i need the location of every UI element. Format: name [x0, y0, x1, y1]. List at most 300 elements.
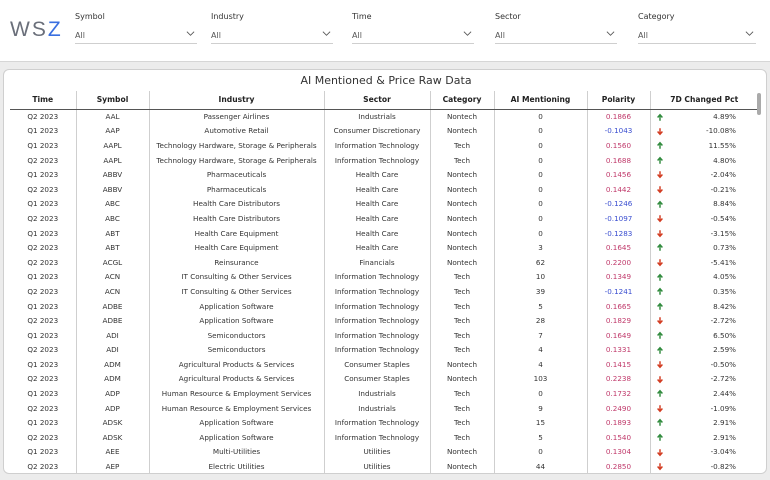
time-cell: Q1 2023 [27, 418, 59, 428]
ai-mentioning-cell: 0 [494, 153, 587, 168]
industry-cell: Electric Utilities [149, 459, 324, 474]
symbol-cell: AAL [76, 109, 149, 124]
table-header-row [10, 91, 758, 109]
symbol-dropdown-value: All [75, 31, 85, 40]
time-cell: Q1 2023 [27, 140, 59, 150]
pct-change-value: -0.21% [710, 184, 736, 194]
ai-mentioning-cell: 0 [494, 124, 587, 139]
pct-change-cell [650, 138, 758, 153]
ai-mentioning-cell: 7 [494, 328, 587, 343]
symbol-cell: ABBV [76, 167, 149, 182]
time-cell: Q2 2023 [27, 374, 59, 384]
arrow-up-icon [656, 243, 664, 252]
symbol-cell: ADI [76, 328, 149, 343]
table-row[interactable] [10, 459, 758, 474]
ai-mentioning-cell: 15 [494, 415, 587, 430]
industry-cell: Multi-Utilities [149, 445, 324, 460]
sector-cell: Financials [324, 255, 430, 270]
category-cell: Nontech [430, 357, 494, 372]
pct-change-value: 2.59% [713, 345, 736, 355]
symbol-filter-label: Symbol [75, 12, 105, 21]
symbol-cell: ABC [76, 211, 149, 226]
pct-change-cell [650, 372, 758, 387]
symbol-cell: AAP [76, 124, 149, 139]
pct-change-cell [650, 445, 758, 460]
pct-change-cell [650, 211, 758, 226]
sector-dropdown[interactable] [495, 26, 617, 44]
polarity-cell: 0.1304 [587, 445, 650, 460]
category-cell: Tech [430, 270, 494, 285]
pct-change-cell [650, 240, 758, 255]
pct-change-cell [650, 284, 758, 299]
polarity-cell: -0.1246 [587, 197, 650, 212]
pct-change-value: 2.44% [713, 389, 736, 399]
arrow-up-icon [656, 200, 664, 209]
symbol-cell: ACGL [76, 255, 149, 270]
category-cell: Nontech [430, 445, 494, 460]
polarity-cell: 0.1688 [587, 153, 650, 168]
pct-change-cell [650, 226, 758, 241]
polarity-cell: 0.1540 [587, 430, 650, 445]
table-row[interactable] [10, 299, 758, 314]
industry-cell: IT Consulting & Other Services [149, 284, 324, 299]
category-cell: Nontech [430, 109, 494, 124]
industry-cell: Passenger Airlines [149, 109, 324, 124]
pct-change-value: 6.50% [713, 330, 736, 340]
category-cell: Nontech [430, 226, 494, 241]
pct-change-value: 0.73% [713, 243, 736, 253]
pct-change-value: -1.09% [710, 403, 736, 413]
symbol-cell: AEE [76, 445, 149, 460]
ai-mentioning-cell: 5 [494, 430, 587, 445]
time-cell: Q2 2023 [27, 257, 59, 267]
category-cell: Tech [430, 153, 494, 168]
symbol-cell: ADBE [76, 313, 149, 328]
pct-change-cell [650, 313, 758, 328]
chevron-down-icon [322, 29, 331, 38]
industry-cell: Application Software [149, 430, 324, 445]
polarity-cell: -0.1097 [587, 211, 650, 226]
polarity-cell: 0.1893 [587, 415, 650, 430]
pct-change-value: -3.15% [710, 228, 736, 238]
industry-cell: Application Software [149, 313, 324, 328]
time-cell: Q2 2023 [27, 403, 59, 413]
industry-cell: Health Care Equipment [149, 240, 324, 255]
arrow-down-icon [656, 127, 664, 136]
pct-change-cell [650, 153, 758, 168]
time-cell: Q2 2023 [27, 155, 59, 165]
table-row[interactable] [10, 138, 758, 153]
category-cell: Tech [430, 299, 494, 314]
symbol-cell: AAPL [76, 138, 149, 153]
pct-change-cell [650, 182, 758, 197]
polarity-cell: 0.2490 [587, 401, 650, 416]
category-cell: Tech [430, 401, 494, 416]
arrow-up-icon [656, 287, 664, 296]
time-cell: Q1 2023 [27, 170, 59, 180]
category-cell: Tech [430, 138, 494, 153]
pct-change-value: -0.50% [710, 359, 736, 369]
arrow-up-icon [656, 331, 664, 340]
pct-change-cell [650, 386, 758, 401]
sector-cell: Consumer Staples [324, 357, 430, 372]
time-filter [352, 12, 474, 44]
category-cell: Nontech [430, 167, 494, 182]
arrow-down-icon [656, 360, 664, 369]
category-cell: Tech [430, 343, 494, 358]
time-cell: Q2 2023 [27, 213, 59, 223]
symbol-cell: ADM [76, 372, 149, 387]
time-dropdown[interactable] [352, 26, 474, 44]
industry-cell: Application Software [149, 415, 324, 430]
time-cell: Q2 2023 [27, 462, 59, 472]
arrow-up-icon [656, 433, 664, 442]
category-cell: Tech [430, 386, 494, 401]
pct-change-cell [650, 270, 758, 285]
ai-mentioning-cell: 10 [494, 270, 587, 285]
time-cell: Q1 2023 [27, 126, 59, 136]
symbol-cell: ADM [76, 357, 149, 372]
pct-change-cell [650, 415, 758, 430]
sector-cell: Information Technology [324, 430, 430, 445]
polarity-cell: 0.2238 [587, 372, 650, 387]
table-row[interactable] [10, 386, 758, 401]
ai-mentioning-cell: 0 [494, 109, 587, 124]
column-header-sector[interactable]: Sector [324, 91, 430, 109]
pct-change-cell [650, 343, 758, 358]
chevron-down-icon [463, 29, 472, 38]
category-cell: Nontech [430, 459, 494, 474]
sector-filter-label: Sector [495, 12, 521, 21]
polarity-cell: 0.1866 [587, 109, 650, 124]
time-cell: Q1 2023 [27, 330, 59, 340]
table-row[interactable] [10, 284, 758, 299]
time-cell: Q1 2023 [27, 228, 59, 238]
industry-cell: Human Resource & Employment Services [149, 386, 324, 401]
table-row[interactable] [10, 109, 758, 124]
ai-mentioning-cell: 44 [494, 459, 587, 474]
symbol-cell: ACN [76, 284, 149, 299]
pct-change-cell [650, 459, 758, 474]
sector-cell: Health Care [324, 197, 430, 212]
pct-change-value: 2.91% [713, 418, 736, 428]
table-row[interactable] [10, 124, 758, 139]
time-cell: Q2 2023 [27, 184, 59, 194]
time-cell: Q2 2023 [27, 112, 59, 122]
table-row[interactable] [10, 430, 758, 445]
sector-cell: Information Technology [324, 328, 430, 343]
ai-mentioning-cell: 0 [494, 386, 587, 401]
sector-cell: Industrials [324, 401, 430, 416]
sector-cell: Consumer Staples [324, 372, 430, 387]
category-dropdown[interactable] [638, 26, 756, 44]
time-cell: Q2 2023 [27, 243, 59, 253]
category-cell: Nontech [430, 197, 494, 212]
arrow-up-icon [656, 302, 664, 311]
pct-change-cell [650, 328, 758, 343]
time-cell: Q2 2023 [27, 286, 59, 296]
ai-mentioning-cell: 0 [494, 182, 587, 197]
pct-change-cell [650, 197, 758, 212]
industry-cell: Agricultural Products & Services [149, 372, 324, 387]
sector-cell: Health Care [324, 226, 430, 241]
ai-mentioning-cell: 9 [494, 401, 587, 416]
time-cell: Q1 2023 [27, 301, 59, 311]
sector-cell: Information Technology [324, 299, 430, 314]
vertical-scrollbar[interactable] [756, 91, 762, 471]
industry-cell: Agricultural Products & Services [149, 357, 324, 372]
symbol-cell: ADSK [76, 415, 149, 430]
arrow-down-icon [656, 185, 664, 194]
pct-change-value: -2.72% [710, 374, 736, 384]
ai-mentioning-cell: 103 [494, 372, 587, 387]
pct-change-cell [650, 299, 758, 314]
time-cell: Q2 2023 [27, 316, 59, 326]
polarity-cell: -0.1241 [587, 284, 650, 299]
sector-cell: Information Technology [324, 313, 430, 328]
arrow-up-icon [656, 418, 664, 427]
symbol-cell: AAPL [76, 153, 149, 168]
symbol-cell: ADP [76, 401, 149, 416]
pct-change-value: 4.05% [713, 272, 736, 282]
sector-cell: Information Technology [324, 153, 430, 168]
polarity-cell: 0.1665 [587, 299, 650, 314]
chevron-down-icon [186, 29, 195, 38]
pct-change-value: 8.84% [713, 199, 736, 209]
table-row[interactable] [10, 255, 758, 270]
category-cell: Tech [430, 328, 494, 343]
sector-cell: Industrials [324, 109, 430, 124]
category-cell: Tech [430, 415, 494, 430]
industry-cell: Technology Hardware, Storage & Peripherals [149, 153, 324, 168]
sector-cell: Consumer Discretionary [324, 124, 430, 139]
symbol-cell: ABBV [76, 182, 149, 197]
logo-prefix: WS [10, 18, 48, 41]
arrow-down-icon [656, 462, 664, 471]
symbol-cell: ADP [76, 386, 149, 401]
industry-dropdown-value: All [211, 31, 221, 40]
industry-cell: Reinsurance [149, 255, 324, 270]
time-filter-label: Time [352, 12, 372, 21]
sector-cell: Utilities [324, 445, 430, 460]
symbol-cell: AEP [76, 459, 149, 474]
table-row[interactable] [10, 153, 758, 168]
arrow-up-icon [656, 141, 664, 150]
table-row[interactable] [10, 445, 758, 460]
category-cell: Nontech [430, 211, 494, 226]
pct-change-value: -10.08% [706, 126, 736, 136]
arrow-up-icon [656, 389, 664, 398]
pct-change-cell [650, 167, 758, 182]
column-header-ai-mentioning[interactable]: AI Mentioning [494, 91, 587, 109]
symbol-cell: ACN [76, 270, 149, 285]
category-filter [638, 12, 756, 44]
arrow-down-icon [656, 404, 664, 413]
pct-change-value: 11.55% [708, 140, 736, 150]
ai-mentioning-cell: 4 [494, 357, 587, 372]
ai-mentioning-cell: 0 [494, 445, 587, 460]
industry-cell: Technology Hardware, Storage & Peripherals [149, 138, 324, 153]
pct-change-value: 4.89% [713, 112, 736, 122]
pct-change-value: -2.04% [710, 170, 736, 180]
industry-cell: Health Care Distributors [149, 211, 324, 226]
column-header-polarity[interactable]: Polarity [587, 91, 650, 109]
table-row[interactable] [10, 211, 758, 226]
polarity-cell: 0.1442 [587, 182, 650, 197]
sector-filter [495, 12, 617, 44]
ai-mentioning-cell: 62 [494, 255, 587, 270]
symbol-cell: ADI [76, 343, 149, 358]
symbol-cell: ABT [76, 240, 149, 255]
sector-cell: Information Technology [324, 138, 430, 153]
table-row[interactable] [10, 167, 758, 182]
table-row[interactable] [10, 415, 758, 430]
arrow-down-icon [656, 448, 664, 457]
arrow-up-icon [656, 273, 664, 282]
pct-change-value: -0.82% [710, 462, 736, 472]
industry-cell: Application Software [149, 299, 324, 314]
category-cell: Tech [430, 313, 494, 328]
pct-change-cell [650, 109, 758, 124]
pct-change-value: 8.42% [713, 301, 736, 311]
ai-mentioning-cell: 0 [494, 197, 587, 212]
industry-filter-label: Industry [211, 12, 244, 21]
category-cell: Nontech [430, 255, 494, 270]
sector-cell: Information Technology [324, 270, 430, 285]
column-header-industry[interactable]: Industry [149, 91, 324, 109]
ai-mentioning-cell: 4 [494, 343, 587, 358]
industry-cell: IT Consulting & Other Services [149, 270, 324, 285]
sector-cell: Health Care [324, 182, 430, 197]
pct-change-value: 2.91% [713, 432, 736, 442]
sector-cell: Utilities [324, 459, 430, 474]
scrollbar-thumb[interactable] [757, 93, 761, 115]
polarity-cell: 0.1331 [587, 343, 650, 358]
ai-mentioning-cell: 28 [494, 313, 587, 328]
industry-dropdown[interactable] [211, 26, 333, 44]
industry-filter [211, 12, 333, 44]
column-header-symbol[interactable]: Symbol [76, 91, 149, 109]
pct-change-cell [650, 430, 758, 445]
arrow-down-icon [656, 170, 664, 179]
industry-cell: Health Care Equipment [149, 226, 324, 241]
ai-mentioning-cell: 0 [494, 167, 587, 182]
time-cell: Q1 2023 [27, 272, 59, 282]
ai-mentioning-cell: 0 [494, 138, 587, 153]
table-row[interactable] [10, 372, 758, 387]
chevron-down-icon [745, 29, 754, 38]
ai-mentioning-cell: 39 [494, 284, 587, 299]
sector-cell: Information Technology [324, 284, 430, 299]
category-dropdown-value: All [638, 31, 648, 40]
time-cell: Q2 2023 [27, 345, 59, 355]
symbol-cell: ABC [76, 197, 149, 212]
arrow-down-icon [656, 316, 664, 325]
time-cell: Q1 2023 [27, 199, 59, 209]
category-cell: Nontech [430, 240, 494, 255]
pct-change-value: 0.35% [713, 286, 736, 296]
industry-cell: Health Care Distributors [149, 197, 324, 212]
pct-change-value: 4.80% [713, 155, 736, 165]
industry-cell: Automotive Retail [149, 124, 324, 139]
category-cell: Tech [430, 284, 494, 299]
industry-cell: Pharmaceuticals [149, 182, 324, 197]
symbol-filter [75, 12, 197, 44]
sector-cell: Health Care [324, 211, 430, 226]
polarity-cell: 0.1829 [587, 313, 650, 328]
arrow-up-icon [656, 346, 664, 355]
category-cell: Nontech [430, 124, 494, 139]
symbol-dropdown[interactable] [75, 26, 197, 44]
sector-cell: Industrials [324, 386, 430, 401]
industry-cell: Human Resource & Employment Services [149, 401, 324, 416]
table-row[interactable] [10, 401, 758, 416]
arrow-up-icon [656, 156, 664, 165]
ai-mentioning-cell: 0 [494, 211, 587, 226]
sector-cell: Health Care [324, 240, 430, 255]
ai-mentioning-cell: 0 [494, 226, 587, 241]
table-title: AI Mentioned & Price Raw Data [300, 74, 472, 87]
category-cell: Tech [430, 430, 494, 445]
table-row[interactable] [10, 270, 758, 285]
pct-change-value: -5.41% [710, 257, 736, 267]
ai-mentioning-cell: 3 [494, 240, 587, 255]
polarity-cell: 0.1732 [587, 386, 650, 401]
polarity-cell: 0.1349 [587, 270, 650, 285]
time-cell: Q1 2023 [27, 359, 59, 369]
ai-mentioning-cell: 5 [494, 299, 587, 314]
column-header-7d-changed-pct[interactable]: 7D Changed Pct [650, 91, 758, 109]
table-row[interactable] [10, 240, 758, 255]
table-row[interactable] [10, 197, 758, 212]
category-cell: Nontech [430, 372, 494, 387]
table-row[interactable] [10, 313, 758, 328]
industry-cell: Semiconductors [149, 328, 324, 343]
arrow-down-icon [656, 375, 664, 384]
arrow-down-icon [656, 229, 664, 238]
raw-data-table [10, 91, 758, 474]
column-header-category[interactable]: Category [430, 91, 494, 109]
table-row[interactable] [10, 226, 758, 241]
polarity-cell: -0.1043 [587, 124, 650, 139]
column-header-time[interactable]: Time [10, 91, 76, 109]
wsz-logo [10, 18, 63, 42]
sector-dropdown-value: All [495, 31, 505, 40]
table-row[interactable] [10, 182, 758, 197]
symbol-cell: ADBE [76, 299, 149, 314]
pct-change-value: -2.72% [710, 316, 736, 326]
time-cell: Q1 2023 [27, 389, 59, 399]
symbol-cell: ABT [76, 226, 149, 241]
polarity-cell: 0.2850 [587, 459, 650, 474]
table-row[interactable] [10, 357, 758, 372]
polarity-cell: 0.1649 [587, 328, 650, 343]
raw-data-panel [3, 69, 767, 474]
table-row[interactable] [10, 343, 758, 358]
pct-change-cell [650, 357, 758, 372]
polarity-cell: 0.1645 [587, 240, 650, 255]
table-body [10, 109, 758, 474]
sector-cell: Health Care [324, 167, 430, 182]
logo-accent: Z [47, 18, 63, 41]
polarity-cell: 0.2200 [587, 255, 650, 270]
industry-cell: Pharmaceuticals [149, 167, 324, 182]
time-dropdown-value: All [352, 31, 362, 40]
pct-change-cell [650, 255, 758, 270]
table-row[interactable] [10, 328, 758, 343]
pct-change-cell [650, 124, 758, 139]
sector-cell: Information Technology [324, 343, 430, 358]
